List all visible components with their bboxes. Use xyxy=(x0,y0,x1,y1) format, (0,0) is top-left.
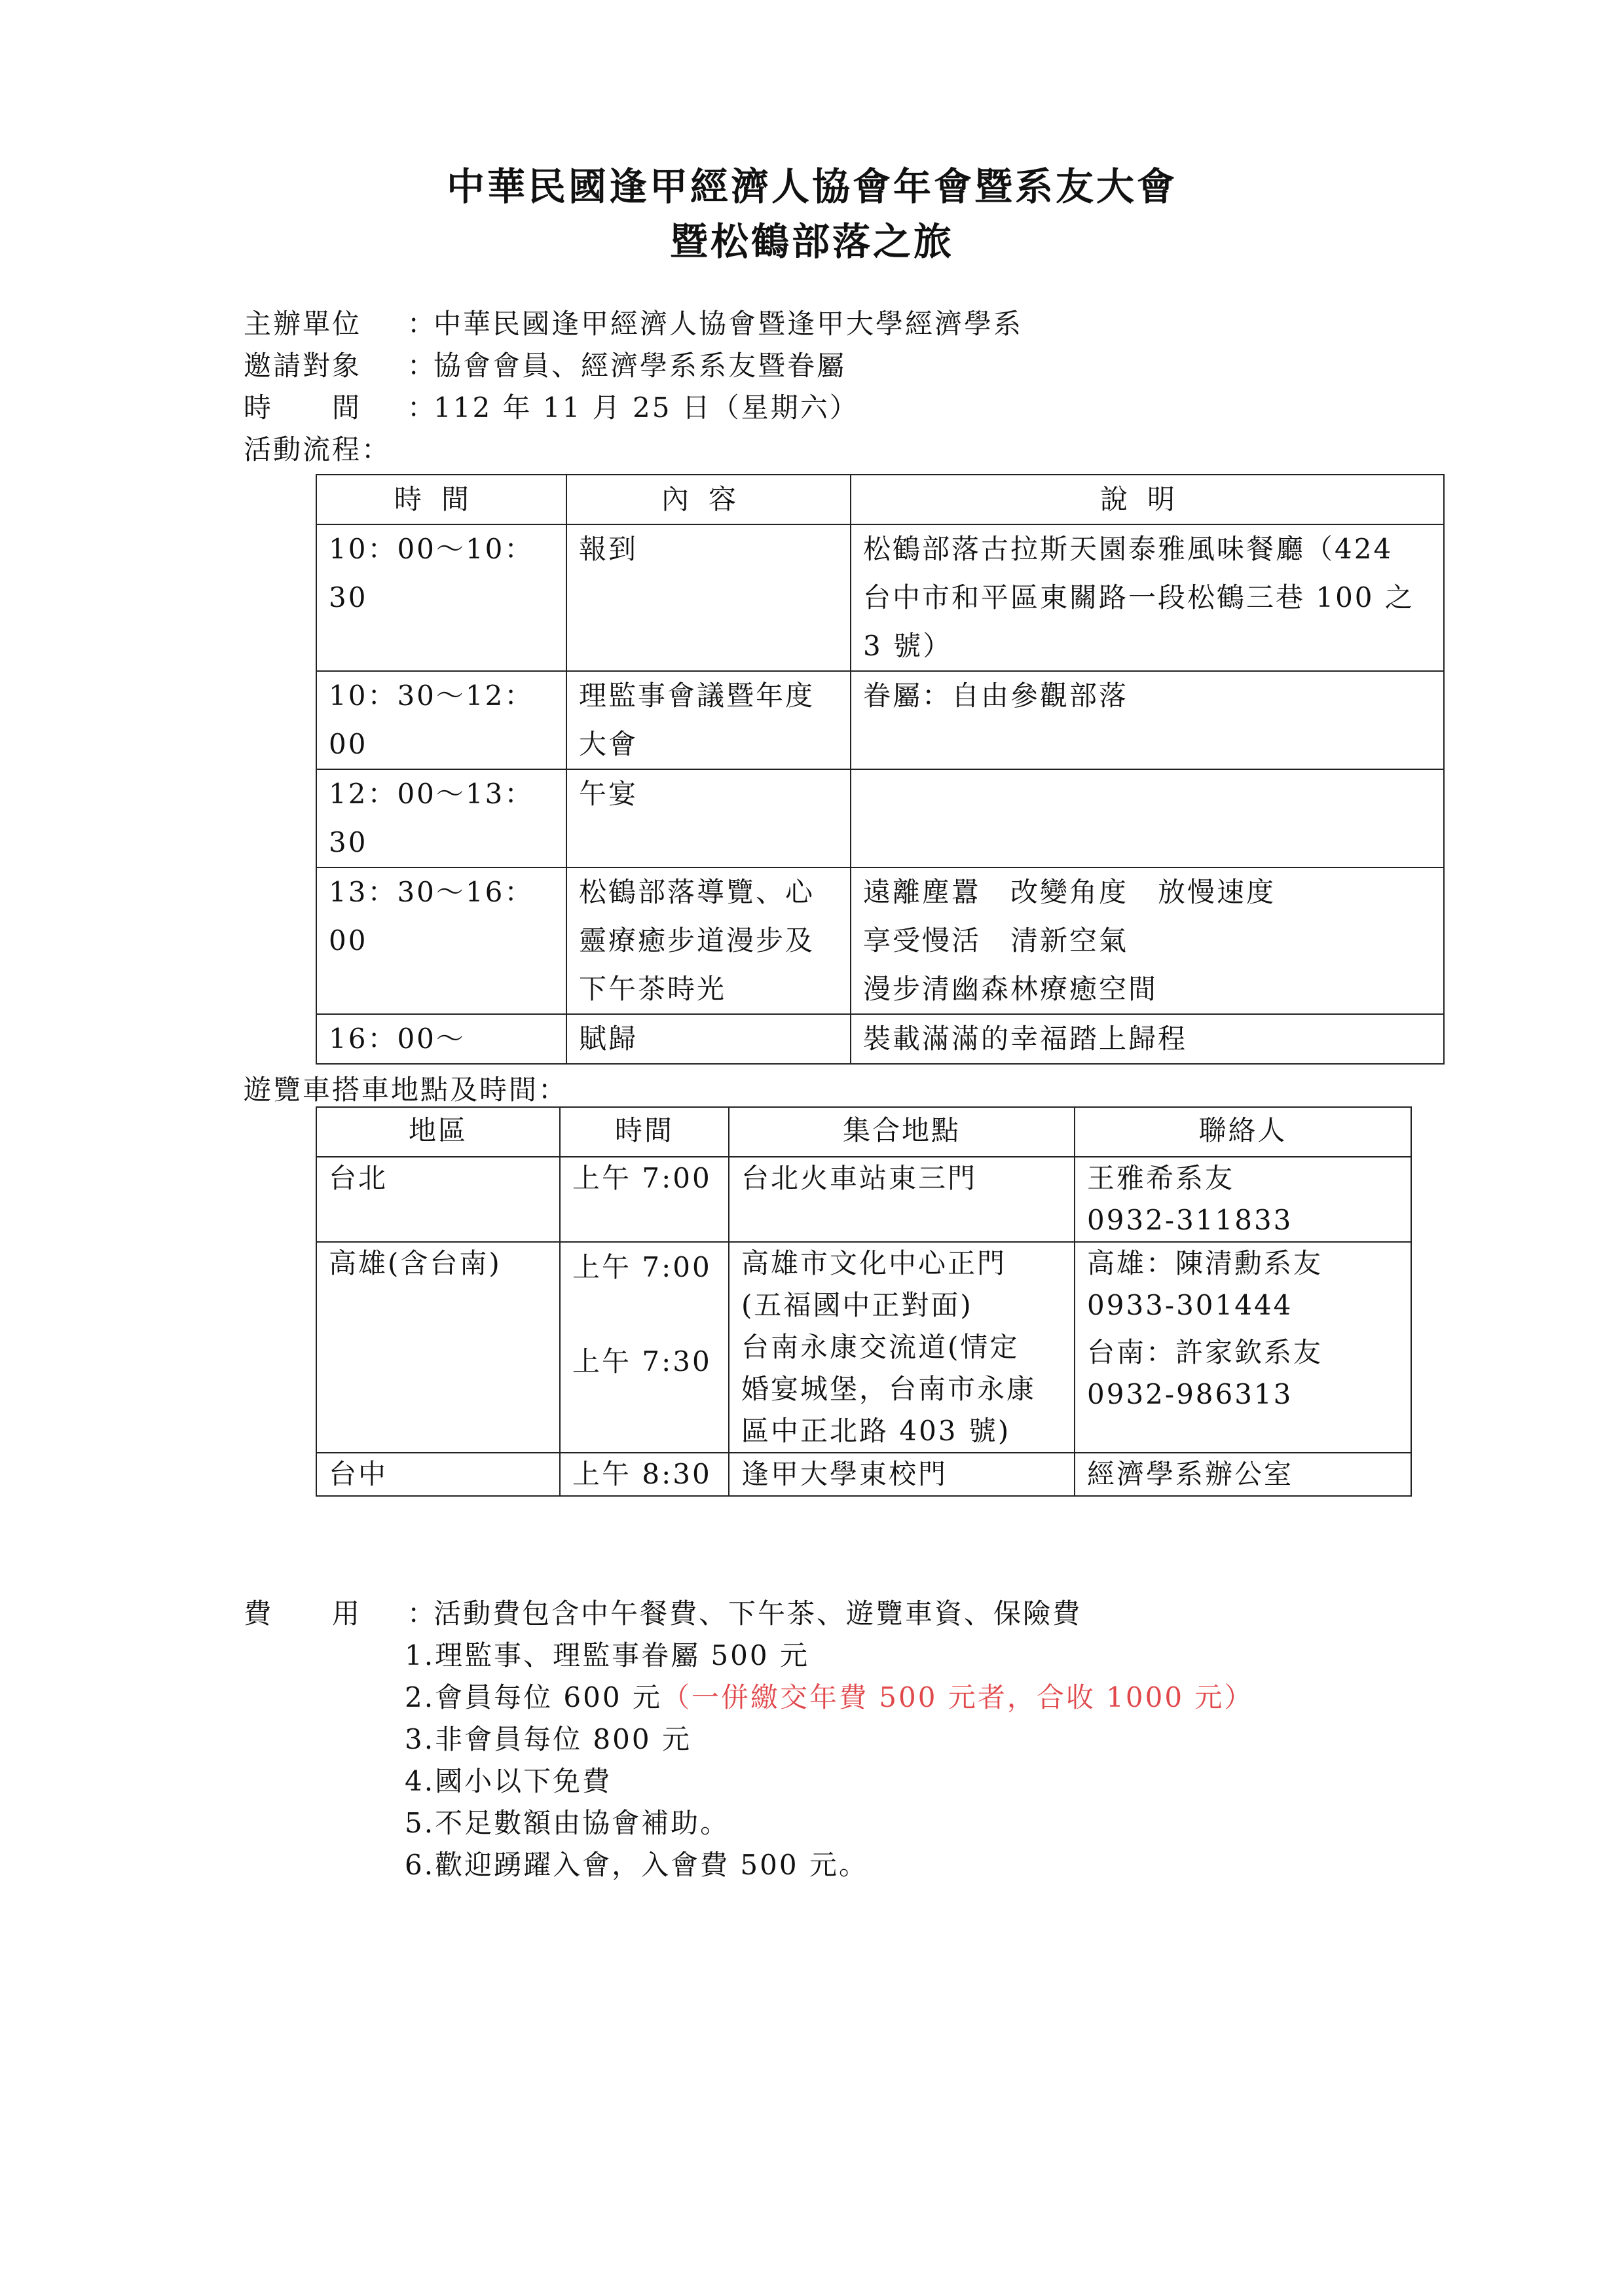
schedule-note: 裝載滿滿的幸福踏上歸程 xyxy=(851,1014,1444,1064)
schedule-header-time: 時間 xyxy=(316,475,566,524)
bus-time xyxy=(560,1242,729,1453)
schedule-row xyxy=(316,769,1444,867)
time-line: 時 間 ：112 年 11 月 25 日（星期六） xyxy=(244,386,859,426)
bus-contact-line: 0932-311833 xyxy=(1087,1204,1293,1236)
document-title: 中華民國逢甲經濟人協會年會暨系友大會 xyxy=(446,164,1177,209)
time-label: 時 間 xyxy=(244,392,362,424)
schedule-note xyxy=(851,867,1444,1014)
bus-row xyxy=(316,1157,1411,1242)
bus-place-line: 婚宴城堡，台南市永康 xyxy=(741,1373,1037,1405)
audience-value: 協會會員、經濟學系系友暨眷屬 xyxy=(434,350,847,382)
bus-place: 逢甲大學東校門 xyxy=(729,1453,1075,1496)
schedule-note xyxy=(851,769,1444,867)
bus-contact: 經濟學系辦公室 xyxy=(1075,1453,1411,1496)
bus-area: 高雄(含台南) xyxy=(316,1242,560,1453)
bus-section-title: 遊覽車搭車地點及時間： xyxy=(244,1074,568,1106)
flow-label: 活動流程： xyxy=(244,433,392,465)
bus-header-contact: 聯絡人 xyxy=(1075,1107,1411,1157)
schedule-header-content: 內容 xyxy=(566,475,851,524)
audience-line: 邀請對象 ：協會會員、經濟學系系友暨眷屬 xyxy=(244,344,846,384)
bus-contact-line: 高雄：陳清勳系友 xyxy=(1087,1247,1323,1279)
fee-item xyxy=(405,1676,1253,1715)
schedule-note: 眷屬：自由參觀部落 xyxy=(851,671,1444,769)
schedule-row xyxy=(316,867,1444,1014)
schedule-content: 松鶴部落導覽、心靈療癒步道漫步及下午茶時光 xyxy=(566,867,851,1014)
fee-item: 5.不足數額由協會補助。 xyxy=(405,1807,730,1839)
bus-contact-line: 台南：許家欽系友 xyxy=(1087,1336,1323,1368)
schedule-content: 理監事會議暨年度大會 xyxy=(566,671,851,769)
fee-label: 費 用 xyxy=(244,1597,362,1630)
bus-place xyxy=(729,1242,1075,1453)
bus-table xyxy=(316,1106,1412,1497)
audience-label: 邀請對象 xyxy=(244,350,362,382)
bus-time-line: 上午 7:00 xyxy=(572,1251,712,1283)
bus-time: 上午 7:00 xyxy=(560,1157,729,1242)
schedule-content: 報到 xyxy=(566,524,851,671)
schedule-note-line: 享受慢活 清新空氣 xyxy=(863,924,1129,957)
bus-area: 台中 xyxy=(316,1453,560,1496)
organizer-value: 中華民國逢甲經濟人協會暨逢甲大學經濟學系 xyxy=(434,308,1024,340)
bus-contact xyxy=(1075,1157,1411,1242)
schedule-time: 13：30～16：00 xyxy=(316,867,566,1014)
schedule-row xyxy=(316,524,1444,671)
schedule-row xyxy=(316,1014,1444,1064)
organizer-label: 主辦單位 xyxy=(244,308,362,340)
fee-item: 6.歡迎踴躍入會，入會費 500 元。 xyxy=(405,1849,868,1881)
schedule-row xyxy=(316,671,1444,769)
bus-contact-line: 0933-301444 xyxy=(1087,1289,1293,1321)
schedule-note: 松鶴部落古拉斯天園泰雅風味餐廳（424 台中市和平區東關路一段松鶴三巷 100 之 3 號） xyxy=(851,524,1444,671)
bus-header-time: 時間 xyxy=(560,1107,729,1157)
schedule-note-line: 遠離塵囂 改變角度 放慢速度 xyxy=(863,876,1276,908)
bus-time: 上午 8:30 xyxy=(560,1453,729,1496)
bus-place-line: (五福國中正對面) xyxy=(741,1289,973,1321)
fee-item: 1.理監事、理監事眷屬 500 元 xyxy=(405,1639,809,1671)
fee-item-note: （一併繳交年費 500 元者，合收 1000 元） xyxy=(661,1681,1254,1713)
bus-header-area: 地區 xyxy=(316,1107,560,1157)
fee-summary: 活動費包含中午餐費、下午茶、遊覽車資、保險費 xyxy=(434,1597,1082,1630)
schedule-time: 10：30～12：00 xyxy=(316,671,566,769)
schedule-header-note: 說明 xyxy=(851,475,1444,524)
schedule-note-line: 漫步清幽森林療癒空間 xyxy=(863,973,1158,1005)
schedule-table xyxy=(316,474,1445,1065)
organizer-line: 主辦單位 ：中華民國逢甲經濟人協會暨逢甲大學經濟學系 xyxy=(244,302,1023,342)
bus-contact-line: 0932-986313 xyxy=(1087,1378,1293,1410)
bus-area: 台北 xyxy=(316,1157,560,1242)
time-value: 112 年 11 月 25 日（星期六） xyxy=(434,392,859,424)
bus-contact-line: 王雅希系友 xyxy=(1087,1162,1235,1194)
bus-time-line: 上午 7:30 xyxy=(572,1345,712,1377)
bus-header-row xyxy=(316,1107,1411,1157)
bus-place-line: 高雄市文化中心正門 xyxy=(741,1247,1007,1279)
bus-contact xyxy=(1075,1242,1411,1453)
schedule-header-row xyxy=(316,475,1444,524)
bus-place-line: 區中正北路 403 號) xyxy=(741,1415,1011,1447)
bus-row xyxy=(316,1453,1411,1496)
bus-place: 台北火車站東三門 xyxy=(729,1157,1075,1242)
bus-header-place: 集合地點 xyxy=(729,1107,1075,1157)
fee-item: 4.國小以下免費 xyxy=(405,1765,612,1797)
schedule-time: 10：00～10：30 xyxy=(316,524,566,671)
document-subtitle: 暨松鶴部落之旅 xyxy=(669,219,954,264)
bus-row xyxy=(316,1242,1411,1453)
schedule-content: 賦歸 xyxy=(566,1014,851,1064)
bus-place-line: 台南永康交流道(情定 xyxy=(741,1331,1020,1363)
fee-item-text: 2.會員每位 600 元 xyxy=(405,1681,662,1713)
fee-item: 3.非會員每位 800 元 xyxy=(405,1723,692,1755)
schedule-time: 16：00～ xyxy=(316,1014,566,1064)
schedule-time: 12：00～13：30 xyxy=(316,769,566,867)
fee-summary-line: 費 用 ：活動費包含中午餐費、下午茶、遊覽車資、保險費 xyxy=(244,1592,1082,1631)
schedule-content: 午宴 xyxy=(566,769,851,867)
